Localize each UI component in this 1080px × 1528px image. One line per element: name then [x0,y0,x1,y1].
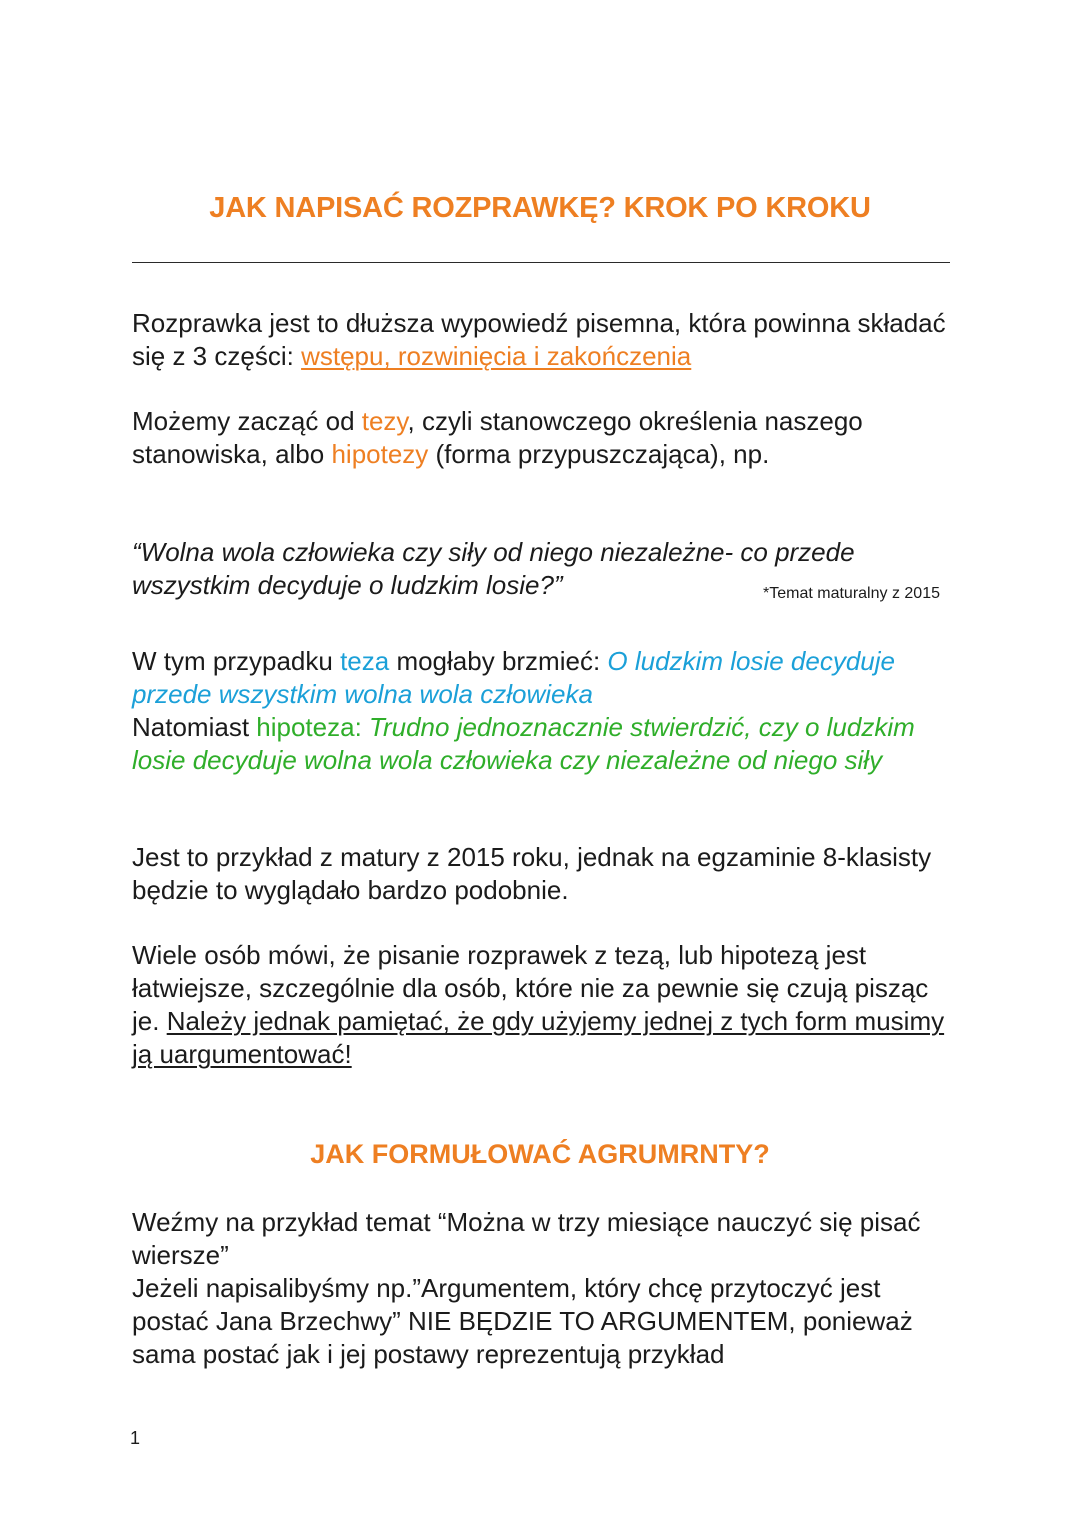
p3-text-2: mogłaby brzmieć: [389,646,608,676]
teza-word: teza [340,646,390,676]
hipoteza-word: hipoteza: [256,712,362,742]
argument-paragraph [132,939,952,1071]
exam-note-paragraph [132,841,952,907]
exam-topic-quote [132,536,952,610]
p3-text-3: Natomiast [132,712,257,742]
example-paragraph [132,645,952,777]
p5-underlined: Należy jednak pamiętać, że gdy użyjemy jednej z tych form musimy ją uargumentować! [132,1006,945,1069]
intro-paragraph [132,307,952,373]
intro-text: Rozprawka jest to dłuższa wypowiedź pisemna, która powinna składać się z 3 części: [132,308,946,371]
parts-link[interactable]: wstępu, rozwinięcia i zakończenia [301,341,692,371]
teza-term: tezy [361,406,408,436]
p2-text-3: (forma przypuszczająca), np. [428,439,770,469]
p5-text: Wiele osób mówi, że pisanie rozprawek z tezą, lub hipotezą jest łatwiejsze, szczególnie dla osób, które nie za pewnie się czują pisząc je. [132,940,929,1036]
thesis-hypothesis-paragraph [132,405,952,471]
teza-example: O ludzkim losie decyduje przede wszystkim wolna wola człowieka [132,646,895,709]
hipoteza-example: Trudno jednoznacznie stwierdzić, czy o ludzkim losie decyduje wolna wola człowieka czy niezależne od niego siły [132,712,915,775]
p4-text: Jest to przykład z matury z 2015 roku, jednak na egzaminie 8-klasisty będzie to wyglądało bardzo podobnie. [132,842,932,905]
hipoteza-term: hipotezy [331,439,429,469]
arguments-example-paragraph [132,1206,952,1371]
quote-text: “Wolna wola człowieka czy siły od niego niezależne- co przede wszystkim decyduje o ludzkim losie?” [132,537,855,600]
page-title: JAK NAPISAĆ ROZPRAWKĘ? KROK PO KROKU [209,192,871,224]
page-number: 1 [130,1428,141,1448]
p6-line1: Weźmy na przykład temat “Można w trzy miesiące nauczyć się pisać wiersze” [132,1207,921,1270]
quote-note: *Temat maturalny z 2015 [763,585,940,602]
p2-text-2: , czyli stanowczego określenia naszego stanowiska, albo [132,406,863,469]
title-divider [132,262,950,263]
p2-text-1: Możemy zacząć od [132,406,362,436]
p6-line2: Jeżeli napisalibyśmy np.”Argumentem, który chcę przytoczyć jest postać Jana Brzechwy” NIE BĘDZIE TO ARGUMENTEM, ponieważ sama postać jak i jej postawy reprezentują przykład [132,1273,913,1369]
p3-text-1: W tym przypadku [132,646,341,676]
section-title: JAK FORMUŁOWAĆ AGRUMRNTY? [310,1139,770,1169]
